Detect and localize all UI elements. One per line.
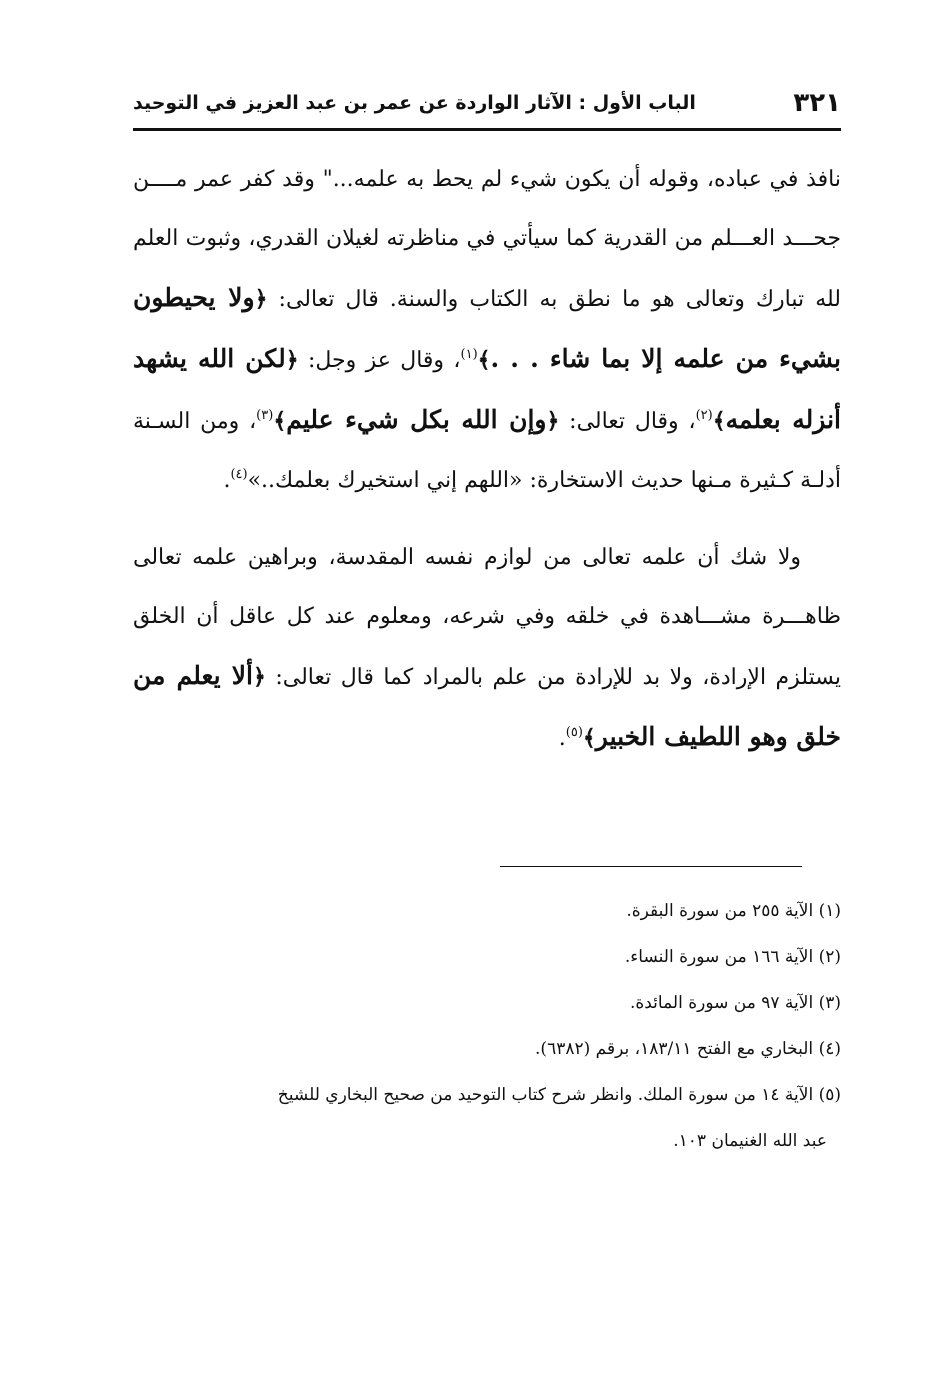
footnote-number: (٤) bbox=[818, 1039, 841, 1059]
running-header bbox=[133, 88, 841, 128]
ornate-bracket-open: ﴿ bbox=[285, 347, 299, 373]
footnote-number: (٣) bbox=[818, 993, 841, 1013]
footnote-ref-2[interactable]: (٢) bbox=[695, 408, 713, 423]
text-run: ، وقال تعالى: bbox=[569, 409, 696, 434]
ornate-bracket-open: ﴿ bbox=[254, 286, 268, 312]
text-run: . bbox=[223, 468, 231, 493]
paragraph-2 bbox=[133, 528, 841, 768]
main-text bbox=[133, 150, 841, 768]
page-number: ٣٢١ bbox=[793, 88, 841, 118]
quran-text: ألا يعلم من خلق وهو اللطيف الخبير bbox=[133, 661, 841, 751]
footnote-number: (٢) bbox=[818, 947, 841, 967]
footnote-5 bbox=[133, 1072, 841, 1118]
ornate-bracket-close: ﴾ bbox=[477, 347, 491, 373]
footnote-text: البخاري مع الفتح ١٨٣/١١، برقم (٦٣٨٢). bbox=[535, 1039, 814, 1059]
footnote-1 bbox=[133, 888, 841, 934]
footnote-3 bbox=[133, 980, 841, 1026]
header-rule bbox=[133, 128, 841, 131]
footnote-text: الآية ١٤ من سورة الملك. وانظر شرح كتاب التوحيد من صحيح البخاري للشيخ bbox=[277, 1085, 814, 1105]
quran-quote-3 bbox=[273, 405, 559, 434]
ornate-bracket-close: ﴾ bbox=[712, 408, 726, 434]
hadith-quote: «اللهم إني استخيرك بعلمك..» bbox=[247, 468, 523, 493]
paragraph-1 bbox=[133, 150, 841, 510]
footnote-4 bbox=[133, 1026, 841, 1072]
footnote-ref-1[interactable]: (١) bbox=[460, 347, 478, 362]
footnote-number: (١) bbox=[818, 901, 841, 921]
text-run: ، ومن السـنة أدلـة كـثيرة مـنها حديث الاستخارة: bbox=[133, 409, 841, 493]
footnote-ref-5[interactable]: (٥) bbox=[565, 725, 583, 740]
footnote-text: الآية ١٦٦ من سورة النساء. bbox=[624, 947, 814, 967]
quran-text: لكن الله يشهد أنزله بعلمه bbox=[133, 344, 841, 434]
text-run: . bbox=[558, 726, 566, 751]
footnote-text: الآية ٩٧ من سورة المائدة. bbox=[629, 993, 814, 1013]
footnote-text: الآية ٢٥٥ من سورة البقرة. bbox=[626, 901, 814, 921]
quran-text: ولا يحيطون بشيء من علمه إلا بما شاء . . . bbox=[133, 283, 841, 373]
ornate-bracket-open: ﴿ bbox=[252, 664, 266, 690]
text-run: ولا شك أن علمه تعالى من لوازم نفسه المقدسة، وبراهين علمه تعالى ظاهـــرة مشـــاهدة في خلقه وفي شرعه، ومعلوم عند كل عاقل أن الخلق يستلزم الإرادة، ولا بد للإرادة من علم بالمراد كما قال تعالى: bbox=[133, 545, 841, 690]
ornate-bracket-close: ﴾ bbox=[582, 725, 596, 751]
footnote-separator bbox=[500, 866, 802, 867]
footnote-2 bbox=[133, 934, 841, 980]
text-run: ، وقال عز وجل: bbox=[307, 348, 461, 373]
footnote-number: (٥) bbox=[818, 1085, 841, 1105]
footnote-5-continued: عبد الله الغنيمان ١٠٣. bbox=[673, 1131, 827, 1151]
text-run: نافذ في عباده، وقوله أن يكون شيء لم يحط به علمه..." وقد كفر عمر مــــن جحـــد العـــلم من القدرية كما سيأتي في مناظرته لغيلان القدري، وثبوت العلم لله تبارك وتعالى هو ما نطق به الكتاب والسنة. قال تعالى: bbox=[133, 167, 842, 312]
chapter-title: الباب الأول : الآثار الواردة عن عمر بن عبد العزيز في التوحيد bbox=[133, 92, 696, 114]
ornate-bracket-close: ﴾ bbox=[273, 408, 287, 434]
footnotes bbox=[133, 888, 841, 1164]
footnote-ref-3[interactable]: (٣) bbox=[256, 408, 274, 423]
ornate-bracket-open: ﴿ bbox=[546, 408, 560, 434]
footnote-ref-4[interactable]: (٤) bbox=[230, 467, 248, 482]
quran-text: وإن الله بكل شيء عليم bbox=[286, 405, 547, 434]
